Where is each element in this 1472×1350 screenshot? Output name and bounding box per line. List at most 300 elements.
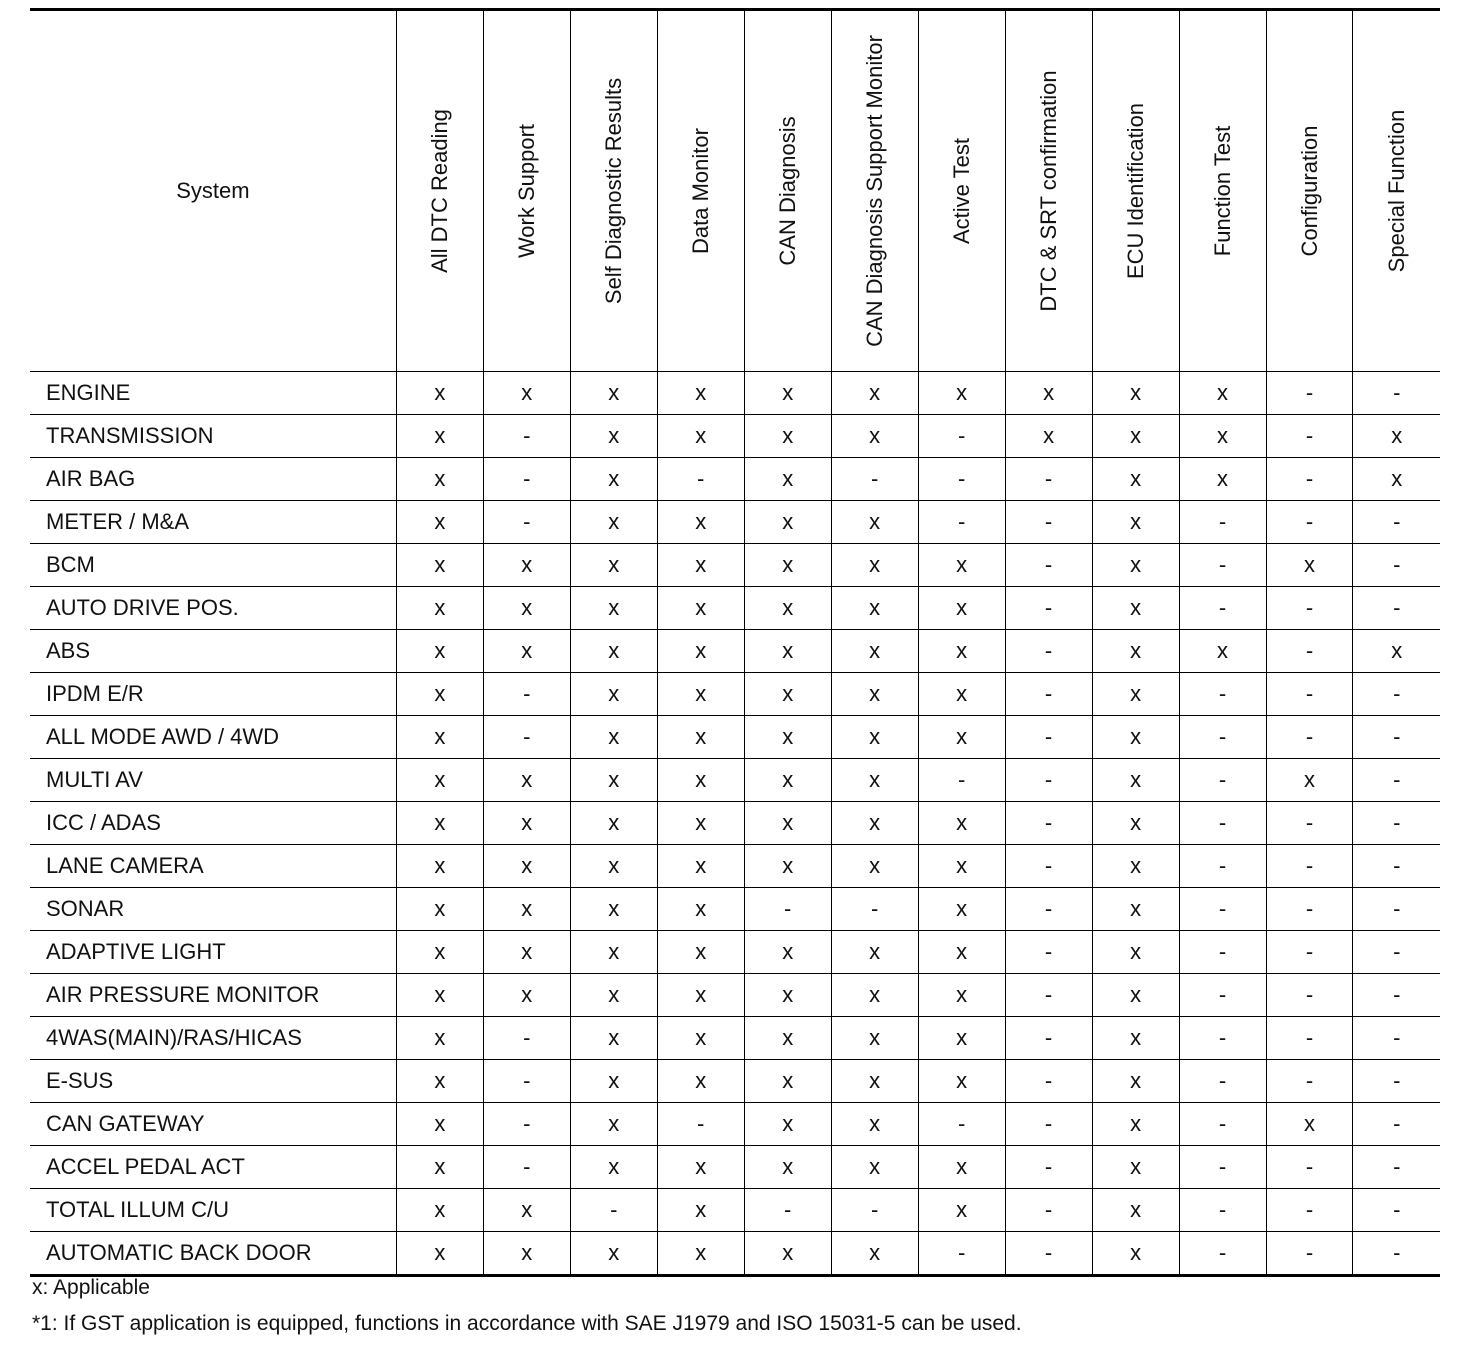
system-name-cell: AIR BAG [30,457,396,500]
function-cell: x [396,1059,483,1102]
function-cell: x [396,973,483,1016]
system-name-cell: ICC / ADAS [30,801,396,844]
function-cell: x [1092,586,1179,629]
function-cell: x [483,629,570,672]
function-cell: x [918,801,1005,844]
function-cell: - [1353,887,1440,930]
function-cell: x [744,801,831,844]
function-cell: x [831,371,918,414]
function-cell: x [570,371,657,414]
function-cell: x [396,887,483,930]
function-cell: - [1353,672,1440,715]
function-cell: - [1179,672,1266,715]
function-cell: - [483,672,570,715]
function-cell: x [1179,371,1266,414]
function-cell: - [1353,1059,1440,1102]
function-cell: - [1179,1102,1266,1145]
column-header-label: All DTC Reading [426,108,452,273]
function-cell: - [1353,586,1440,629]
function-cell: - [1266,371,1353,414]
function-cell: x [744,1102,831,1145]
column-header-label: Function Test [1209,125,1235,256]
function-cell: x [831,801,918,844]
function-cell: x [657,1145,744,1188]
function-cell: x [570,414,657,457]
function-cell: x [570,543,657,586]
function-cell: x [744,371,831,414]
function-cell: x [744,1145,831,1188]
table-bottom-rule [30,1274,1440,1277]
function-cell: - [1179,543,1266,586]
function-cell: - [1005,543,1092,586]
function-cell: - [1353,1016,1440,1059]
function-cell: x [918,887,1005,930]
function-cell: x [657,973,744,1016]
function-cell: x [657,414,744,457]
function-cell: x [570,758,657,801]
function-cell: - [918,414,1005,457]
column-header [657,11,744,371]
function-cell: - [1179,844,1266,887]
header-row [30,11,1440,371]
function-cell: x [483,930,570,973]
function-cell: x [918,629,1005,672]
function-cell: - [1179,500,1266,543]
function-cell: - [1005,801,1092,844]
function-cell: x [657,371,744,414]
function-cell: - [1353,758,1440,801]
function-cell: x [1092,801,1179,844]
function-cell: x [744,844,831,887]
function-cell: - [1005,844,1092,887]
function-cell: x [918,1059,1005,1102]
function-cell: - [744,1188,831,1231]
function-cell: x [657,758,744,801]
function-cell: - [1179,801,1266,844]
function-cell: x [831,844,918,887]
function-cell: - [1179,887,1266,930]
function-cell: x [918,973,1005,1016]
function-cell: x [396,1145,483,1188]
system-name-cell: CAN GATEWAY [30,1102,396,1145]
function-cell: x [1092,715,1179,758]
function-cell: x [396,1231,483,1274]
system-name-cell: ENGINE [30,371,396,414]
function-cell: x [570,672,657,715]
column-header-label: Active Test [948,137,974,244]
table-row [30,758,1440,801]
column-header-label: CAN Diagnosis [774,116,800,266]
function-cell: x [570,1145,657,1188]
function-cell: x [1092,1188,1179,1231]
function-cell: x [657,543,744,586]
function-cell: - [831,1188,918,1231]
system-name-cell: MULTI AV [30,758,396,801]
function-cell: - [483,414,570,457]
function-cell: x [1353,414,1440,457]
function-cell: x [657,1059,744,1102]
function-cell: - [1353,1231,1440,1274]
function-cell: x [396,371,483,414]
function-cell: x [1092,371,1179,414]
function-cell: x [1092,457,1179,500]
table-row [30,930,1440,973]
system-name-cell: ADAPTIVE LIGHT [30,930,396,973]
function-cell: x [657,586,744,629]
column-header [1179,11,1266,371]
system-name-cell: SONAR [30,887,396,930]
column-header [918,11,1005,371]
function-cell: - [1266,629,1353,672]
function-cell: x [1092,629,1179,672]
function-cell: x [831,586,918,629]
column-header-label: Self Diagnostic Results [600,77,626,304]
function-cell: - [1005,500,1092,543]
system-name-cell: 4WAS(MAIN)/RAS/HICAS [30,1016,396,1059]
function-cell: x [744,586,831,629]
column-header-label: Configuration [1296,125,1322,257]
function-cell: - [1005,629,1092,672]
table-row [30,457,1440,500]
function-cell: x [396,1016,483,1059]
table-row [30,414,1440,457]
function-cell: x [657,500,744,543]
function-cell: x [1092,1145,1179,1188]
function-cell: - [1266,930,1353,973]
function-cell: x [744,1059,831,1102]
function-cell: x [570,844,657,887]
function-cell: x [831,758,918,801]
column-header [483,11,570,371]
function-cell: - [483,1016,570,1059]
function-cell: - [1266,844,1353,887]
function-cell: - [1353,1102,1440,1145]
function-cell: x [1092,414,1179,457]
function-cell: - [1353,844,1440,887]
function-cell: x [918,672,1005,715]
function-cell: - [1353,371,1440,414]
system-name-cell: TOTAL ILLUM C/U [30,1188,396,1231]
function-cell: x [1092,930,1179,973]
function-cell: x [1092,1231,1179,1274]
function-cell: x [483,1188,570,1231]
system-function-table [30,11,1440,1274]
function-cell: x [483,758,570,801]
table-row [30,371,1440,414]
table-body [30,371,1440,1274]
table-row [30,1188,1440,1231]
function-cell: x [744,1231,831,1274]
function-cell: - [1266,801,1353,844]
table-row [30,1231,1440,1274]
function-cell: x [483,543,570,586]
function-cell: x [570,629,657,672]
column-header [1005,11,1092,371]
function-cell: x [396,586,483,629]
function-cell: - [1266,887,1353,930]
function-cell: x [1353,629,1440,672]
function-cell: - [1266,457,1353,500]
function-cell: x [483,844,570,887]
function-cell: x [831,1102,918,1145]
function-cell: x [1092,844,1179,887]
function-cell: - [483,715,570,758]
function-cell: - [483,457,570,500]
function-cell: x [1179,629,1266,672]
function-cell: x [918,543,1005,586]
function-cell: x [1092,887,1179,930]
function-cell: - [1353,930,1440,973]
function-cell: - [918,500,1005,543]
function-cell: - [1353,543,1440,586]
function-cell: x [1266,1102,1353,1145]
function-cell: - [1179,586,1266,629]
function-table-document [30,8,1440,1277]
function-cell: x [570,1016,657,1059]
function-cell: - [1179,1231,1266,1274]
table-row [30,1102,1440,1145]
table-row [30,1059,1440,1102]
function-cell: x [744,414,831,457]
column-header [570,11,657,371]
function-cell: - [1005,758,1092,801]
function-cell: - [1266,1016,1353,1059]
function-cell: - [1266,672,1353,715]
function-cell: x [1092,1102,1179,1145]
function-cell: x [918,371,1005,414]
function-cell: x [483,1231,570,1274]
function-cell: x [1179,457,1266,500]
system-name-cell: AIR PRESSURE MONITOR [30,973,396,1016]
function-cell: x [831,715,918,758]
function-cell: x [744,672,831,715]
function-cell: x [831,543,918,586]
function-cell: x [396,500,483,543]
function-cell: x [831,414,918,457]
function-cell: - [918,1102,1005,1145]
system-name-cell: ACCEL PEDAL ACT [30,1145,396,1188]
function-cell: - [1353,973,1440,1016]
function-cell: - [1266,414,1353,457]
function-cell: x [744,629,831,672]
function-cell: x [1353,457,1440,500]
column-header-label: Work Support [513,123,539,258]
function-cell: x [831,500,918,543]
function-cell: - [1266,500,1353,543]
function-cell: - [744,887,831,930]
column-header-label: CAN Diagnosis Support Monitor [861,34,887,347]
system-name-cell: METER / M&A [30,500,396,543]
function-cell: - [918,457,1005,500]
column-header [396,11,483,371]
function-cell: x [396,801,483,844]
function-cell: x [1092,1059,1179,1102]
system-name-cell: E-SUS [30,1059,396,1102]
function-cell: x [744,758,831,801]
column-header [831,11,918,371]
function-cell: x [744,715,831,758]
function-cell: x [1092,672,1179,715]
function-cell: x [396,1102,483,1145]
function-cell: - [1266,1188,1353,1231]
function-cell: x [831,672,918,715]
function-cell: x [1092,543,1179,586]
function-cell: x [570,715,657,758]
function-cell: - [1266,1059,1353,1102]
function-cell: x [831,629,918,672]
function-cell: x [570,1059,657,1102]
function-cell: - [1266,715,1353,758]
function-cell: - [1005,1059,1092,1102]
function-cell: - [1005,1145,1092,1188]
system-name-cell: AUTOMATIC BACK DOOR [30,1231,396,1274]
function-cell: x [657,801,744,844]
function-cell: - [1179,973,1266,1016]
column-header-label: Special Function [1383,109,1409,273]
function-cell: x [570,930,657,973]
function-cell: x [483,801,570,844]
function-cell: x [918,1016,1005,1059]
function-cell: x [396,1188,483,1231]
table-row [30,973,1440,1016]
function-cell: - [1005,887,1092,930]
function-cell: x [396,715,483,758]
function-cell: x [744,543,831,586]
function-cell: - [1353,1188,1440,1231]
system-name-cell: ALL MODE AWD / 4WD [30,715,396,758]
function-cell: x [570,1102,657,1145]
function-cell: - [1353,715,1440,758]
function-cell: x [396,457,483,500]
function-cell: - [918,758,1005,801]
function-cell: - [1005,1016,1092,1059]
function-cell: x [1092,1016,1179,1059]
function-cell: x [1266,543,1353,586]
function-cell: x [1179,414,1266,457]
column-header [1353,11,1440,371]
table-row [30,586,1440,629]
function-cell: x [918,1145,1005,1188]
function-cell: x [1005,414,1092,457]
function-cell: x [570,973,657,1016]
function-cell: - [1005,1231,1092,1274]
function-cell: x [831,1016,918,1059]
function-cell: x [1092,500,1179,543]
function-cell: - [1005,973,1092,1016]
function-cell: x [831,973,918,1016]
function-cell: - [831,887,918,930]
function-cell: - [657,457,744,500]
function-cell: x [483,371,570,414]
function-cell: x [744,973,831,1016]
function-cell: - [1005,672,1092,715]
function-cell: x [657,930,744,973]
function-cell: x [483,887,570,930]
function-cell: x [918,930,1005,973]
function-cell: - [1266,1145,1353,1188]
function-cell: - [483,1102,570,1145]
function-cell: - [483,1059,570,1102]
function-cell: - [1005,586,1092,629]
column-header-label: Data Monitor [687,127,713,254]
function-cell: - [1179,715,1266,758]
table-row [30,801,1440,844]
function-cell: x [657,629,744,672]
function-cell: x [570,586,657,629]
column-header-label: ECU Identification [1122,102,1148,279]
function-cell: x [657,672,744,715]
function-cell: - [1005,715,1092,758]
function-cell: - [1179,758,1266,801]
table-row [30,500,1440,543]
column-header [1092,11,1179,371]
function-cell: x [570,1231,657,1274]
column-header [744,11,831,371]
function-cell: - [1179,1188,1266,1231]
function-cell: x [396,414,483,457]
function-cell: x [831,1059,918,1102]
system-name-cell: LANE CAMERA [30,844,396,887]
function-cell: x [396,543,483,586]
function-cell: - [1353,500,1440,543]
function-cell: x [744,500,831,543]
system-name-cell: AUTO DRIVE POS. [30,586,396,629]
function-cell: x [831,930,918,973]
table-row [30,715,1440,758]
column-header-label: DTC & SRT confirmation [1035,70,1061,312]
function-cell: - [1005,457,1092,500]
system-name-cell: BCM [30,543,396,586]
function-cell: x [483,973,570,1016]
function-cell: - [483,500,570,543]
function-cell: x [918,844,1005,887]
function-cell: - [918,1231,1005,1274]
function-cell: - [1005,1188,1092,1231]
function-cell: - [1266,1231,1353,1274]
function-cell: x [1092,758,1179,801]
table-row [30,672,1440,715]
function-cell: - [1266,973,1353,1016]
function-cell: x [657,1016,744,1059]
function-cell: x [657,887,744,930]
table-row [30,1145,1440,1188]
function-cell: x [396,844,483,887]
function-cell: - [1353,801,1440,844]
function-cell: x [657,1188,744,1231]
function-cell: x [657,844,744,887]
table-row [30,543,1440,586]
function-cell: - [1179,1016,1266,1059]
function-cell: x [918,715,1005,758]
function-cell: x [570,887,657,930]
column-header [1266,11,1353,371]
function-cell: x [918,586,1005,629]
function-cell: - [570,1188,657,1231]
system-name-cell: ABS [30,629,396,672]
function-cell: x [1005,371,1092,414]
table-row [30,1016,1440,1059]
table-header [30,11,1440,371]
function-cell: x [570,801,657,844]
function-cell: - [1179,1059,1266,1102]
function-cell: - [483,1145,570,1188]
function-cell: x [744,1016,831,1059]
function-cell: - [1179,930,1266,973]
function-cell: x [396,629,483,672]
function-cell: x [1092,973,1179,1016]
legend-text: x: Applicable [32,1276,150,1299]
function-cell: x [918,1188,1005,1231]
